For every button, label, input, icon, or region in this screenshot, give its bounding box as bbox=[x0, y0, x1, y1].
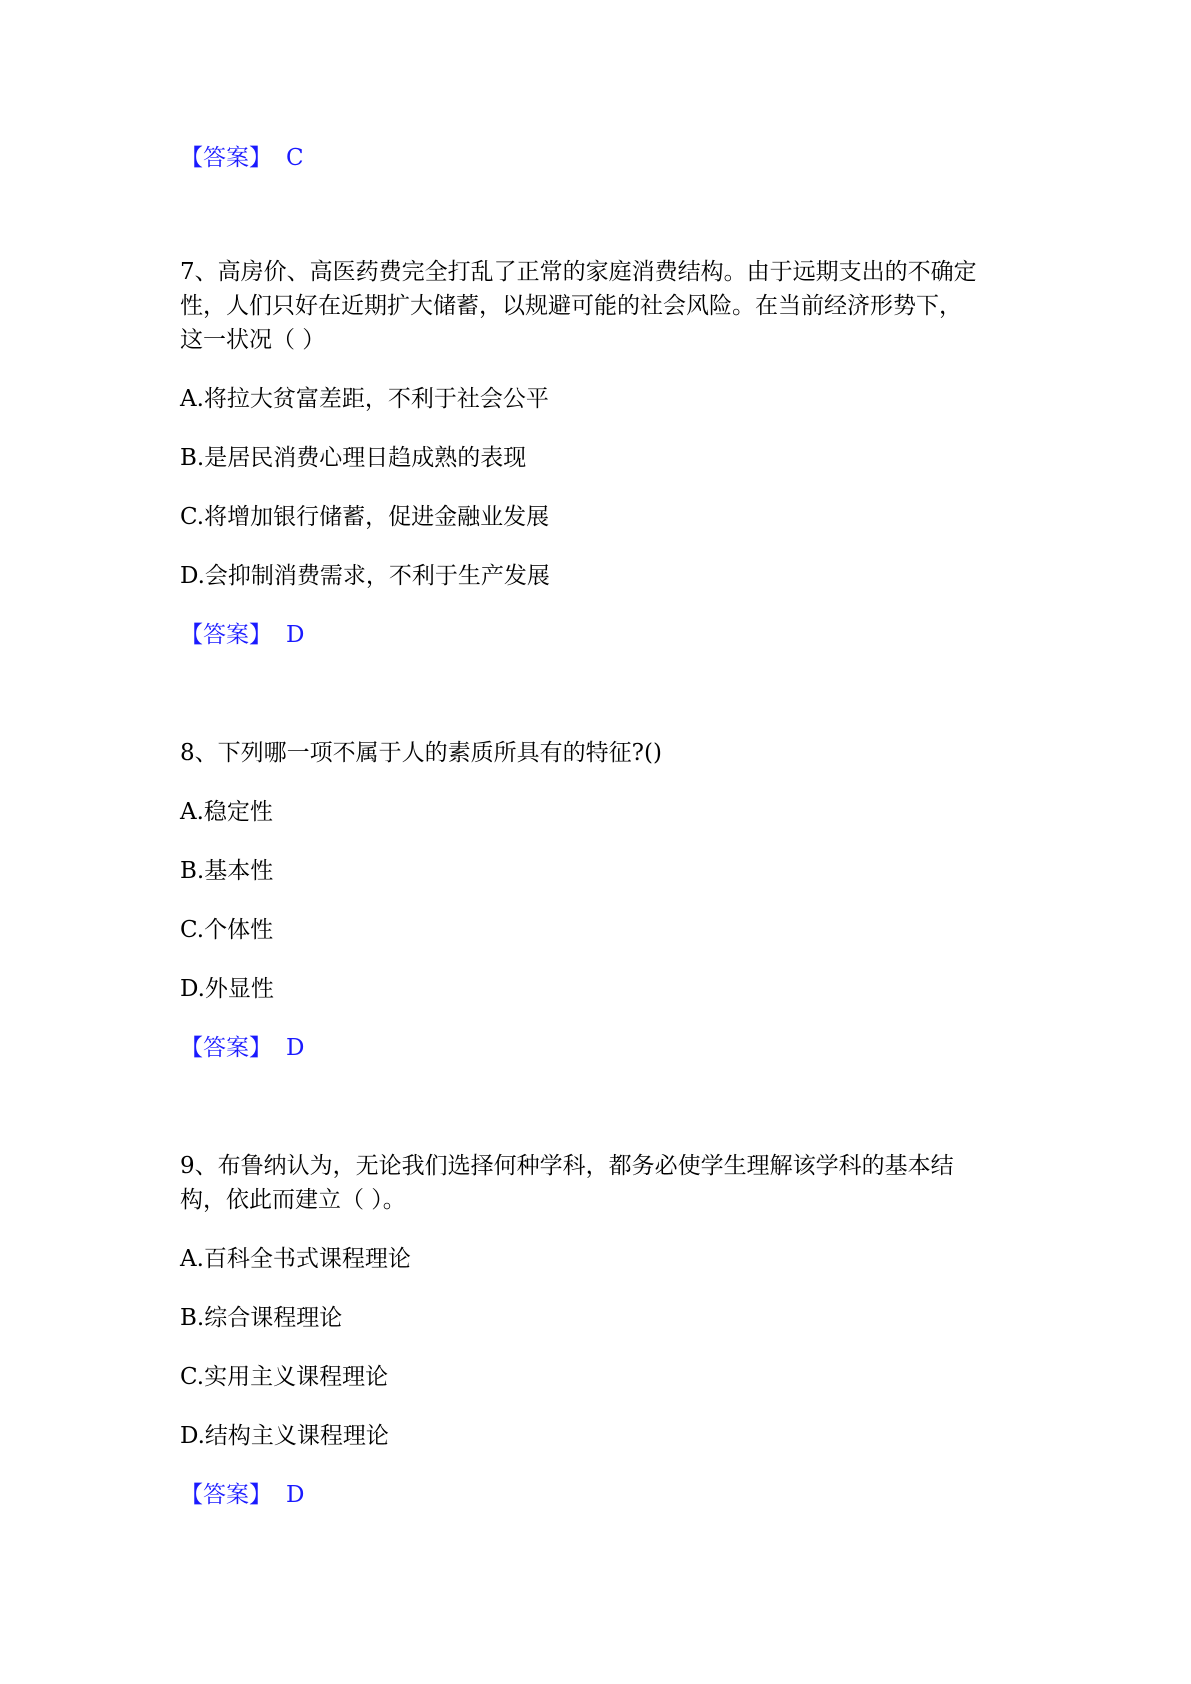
option-d: D.结构主义课程理论 bbox=[180, 1423, 389, 1449]
answer-q6 bbox=[180, 142, 304, 174]
answer-value: D bbox=[286, 622, 305, 648]
answer-label: 【答案】 bbox=[180, 145, 272, 171]
option-a: A.稳定性 bbox=[180, 799, 273, 825]
question-stem-line: 8、下列哪一项不属于人的素质所具有的特征?() bbox=[180, 740, 662, 766]
option-b: B.是居民消费心理日趋成熟的表现 bbox=[180, 445, 527, 471]
question-stem-line: 9、布鲁纳认为，无论我们选择何种学科，都务必使学生理解该学科的基本结 bbox=[180, 1153, 954, 1179]
answer-label: 【答案】 bbox=[180, 1035, 272, 1061]
answer-q7 bbox=[180, 619, 304, 651]
option-a: A.百科全书式课程理论 bbox=[180, 1246, 411, 1272]
option-b: B.综合课程理论 bbox=[180, 1305, 343, 1331]
option-c: C.个体性 bbox=[180, 917, 274, 943]
option-d: D.外显性 bbox=[180, 976, 274, 1002]
option-b: B.基本性 bbox=[180, 858, 274, 884]
answer-value: C bbox=[286, 145, 304, 171]
answer-label: 【答案】 bbox=[180, 1482, 272, 1508]
answer-value: D bbox=[286, 1035, 305, 1061]
answer-q9 bbox=[180, 1479, 304, 1511]
question-stem-line: 7、高房价、高医药费完全打乱了正常的家庭消费结构。由于远期支出的不确定 bbox=[180, 259, 977, 285]
option-c: C.将增加银行储蓄，促进金融业发展 bbox=[180, 504, 550, 530]
question-stem-line: 这一状况（ ） bbox=[180, 327, 326, 353]
answer-value: D bbox=[286, 1482, 305, 1508]
answer-label: 【答案】 bbox=[180, 622, 272, 648]
question-stem-line: 性，人们只好在近期扩大储蓄，以规避可能的社会风险。在当前经济形势下， bbox=[180, 293, 962, 319]
answer-q8 bbox=[180, 1032, 304, 1064]
question-stem-line: 构，依此而建立（ ）。 bbox=[180, 1187, 406, 1213]
option-c: C.实用主义课程理论 bbox=[180, 1364, 389, 1390]
option-a: A.将拉大贫富差距，不利于社会公平 bbox=[180, 386, 549, 412]
option-d: D.会抑制消费需求，不利于生产发展 bbox=[180, 563, 550, 589]
